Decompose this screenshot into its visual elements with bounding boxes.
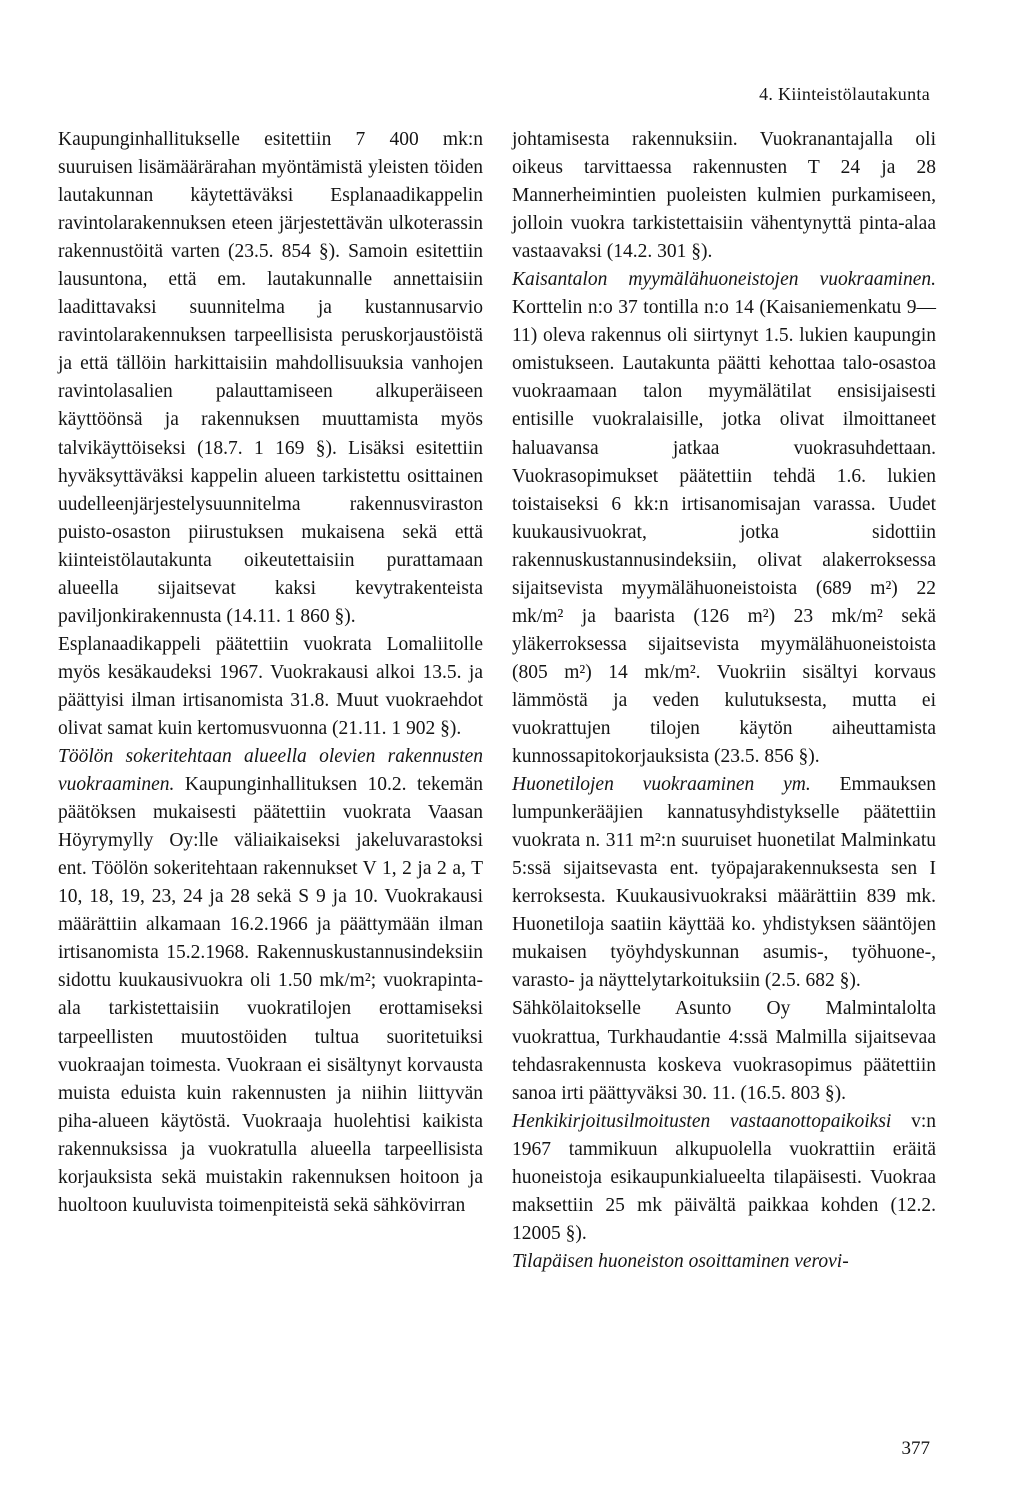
paragraph	[512, 995, 936, 1107]
section-title: Töölön sokeritehtaan alueella olevien rakennusten vuokraaminen.	[58, 746, 483, 796]
paragraph-text: v:n 1967 tammikuun alkupuolella vuokrattiin eräitä huoneistoja esikaupunkialueelta tilapäisesti. Vuokraa maksettiin 25 mk päivältä paikkaa kohden (12.2. 12005 §).	[512, 1110, 936, 1244]
section-title: Henkikirjoitusilmoitusten vastaanottopaikoiksi	[512, 1110, 892, 1132]
section-title: Huonetilojen vuokraaminen ym.	[512, 774, 811, 796]
paragraph-text: Korttelin n:o 37 tontilla n:o 14 (Kaisaniemenkatu 9—11) oleva rakennus oli siirtynyt 1.5. lukien kaupungin omistukseen. Lautakunta päätti kehottaa talo-osastoa vuokraamaan talon myymälätilat ensisijaisesti entisille vuokralaisille, jotka olivat ilmoittaneet haluavansa jatkaa vuokrasuhdettaan. Vuokrasopimukset päätettiin tehdä 1.6. lukien toistaiseksi 6 kk:n irtisanomisajan varassa. Uudet kuukausivuokrat, jotka sidottiin rakennuskustannusindeksiin, olivat alakerroksessa sijaitsevista myymälähuoneistoista (689 m²) 22 mk/m² ja baarista (126 m²) 23 mk/m² sekä yläkerroksessa sijaitsevista myymälähuoneistoista (805 m²) 14 mk/m². Vuokriin sisältyi korvaus lämmöstä ja veden kulutuksesta, mutta ei vuokrattujen tilojen käytön aiheuttamista kunnossapitokorjauksista (23.5. 856 §).	[512, 297, 936, 768]
paragraph-text: Sähkölaitokselle Asunto Oy Malmintalolta vuokrattua, Turkhaudantie 4:ssä Malmilla sijaitsevaa tehdasrakennusta koskeva vuokrasopimus päätettiin sanoa irti päättyväksi 30. 11. (16.5. 803 §).	[512, 998, 936, 1104]
paragraph	[512, 771, 936, 995]
paragraph-text: Esplanaadikappeli päätettiin vuokrata Lomaliitolle myös kesäkaudeksi 1967. Vuokrakausi alkoi 13.5. ja päättyisi ilman irtisanomista 31.8. Muut vuokraehdot olivat samat kuin kertomusvuonna (21.11. 1 902 §).	[58, 633, 483, 739]
paragraph	[58, 743, 483, 1220]
page-number: 377	[901, 1438, 930, 1459]
paragraph	[58, 126, 483, 631]
paragraph	[512, 266, 936, 771]
right-column	[512, 126, 936, 1276]
paragraph-text: johtamisesta rakennuksiin. Vuokranantajalla oli oikeus tarvittaessa rakennusten T 24 ja 28 Mannerheimintien puoleisten kulmien purkamiseen, jolloin vuokra tarkistettaisiin vähentynyttä pinta-alaa vastaavaksi (14.2. 301 §).	[512, 129, 936, 263]
paragraph-text: Kaupunginhallitukselle esitettiin 7 400 mk:n suuruisen lisämäärärahan myöntämistä yleisten töiden lautakunnan käytettäväksi Esplanaadikappelin ravintolarakennuksen eteen järjestettävän ulkoterassin rakennustöitä varten (23.5. 854 §). Samoin esitettiin lausuntona, että em. lautakunnalle annettaisiin laadittavaksi suunnitelma ja kustannusarvio ravintolarakennuksen tarpeellisista peruskorjaustöistä ja että tällöin harkittaisiin mahdollisuuksia vanhojen ravintolasalien palauttamiseen alkuperäiseen käyttöönsä ja rakennuksen muuttamista myös talvikäyttöiseksi (18.7. 1 169 §). Lisäksi esitettiin hyväksyttäväksi kappelin alueen tarkistettu osittainen uudelleenjärjestelysuunnitelma rakennusviraston puisto-osaston piirustuksen mukaisena sekä että kiinteistölautakunta oikeutettaisiin purattamaan alueella sijaitsevat kaksi kevytrakenteista paviljonkirakennusta (14.11. 1 860 §).	[58, 129, 483, 627]
left-column	[58, 126, 483, 1220]
running-head: 4. Kiinteistölautakunta	[759, 84, 930, 104]
paragraph	[58, 631, 483, 743]
paragraph	[512, 1108, 936, 1248]
paragraph	[512, 1248, 936, 1276]
paragraph	[512, 126, 936, 266]
section-title: Tilapäisen huoneiston osoittaminen verovi-	[512, 1250, 849, 1272]
paragraph-text: Kaupunginhallituksen 10.2. tekemän päätöksen mukaisesti päätettiin vuokrata Vaasan Höyrymylly Oy:lle väliaikaiseksi jakeluvarastoksi ent. Töölön sokeritehtaan rakennukset V 1, 2 ja 2 a, T 10, 18, 19, 23, 24 ja 28 sekä S 9 ja 10. Vuokrakausi määrättiin alkamaan 16.2.1966 ja päättymään ilman irtisanomista 15.2.1968. Rakennuskustannusindeksiin sidottu kuukausivuokra oli 1.50 mk/m²; vuokrapinta-ala tarkistettaisiin vuokratilojen erottamiseksi tarpeellisten muutostöiden tultua suoritetuiksi vuokraajan toimesta. Vuokraan ei sisältynyt korvausta muista eduista kuin rakennusten ja niihin liittyvän piha-alueen käytöstä. Vuokraaja huolehtisi kaikista rakennuksissa ja vuokratulla alueella tarpeellisista korjauksista sekä muistakin rakennuksen hoitoon ja huoltoon kuuluvista toimenpiteistä sekä sähkövirran	[58, 774, 483, 1216]
paragraph-text: Emmauksen lumpunkerääjien kannatusyhdistykselle päätettiin vuokrata n. 311 m²:n suuruiset huonetilat Malminkatu 5:ssä sijaitsevasta ent. työpajarakennuksesta sen I kerroksesta. Kuukausivuokraksi määrättiin 839 mk. Huonetiloja saatiin käyttää ko. yhdistyksen sääntöjen mukaisen työyhdyskunnan asumis-, työhuone-, varasto- ja näyttelytarkoituksiin (2.5. 682 §).	[512, 774, 936, 992]
section-title: Kaisantalon myymälähuoneistojen vuokraaminen.	[512, 269, 936, 291]
